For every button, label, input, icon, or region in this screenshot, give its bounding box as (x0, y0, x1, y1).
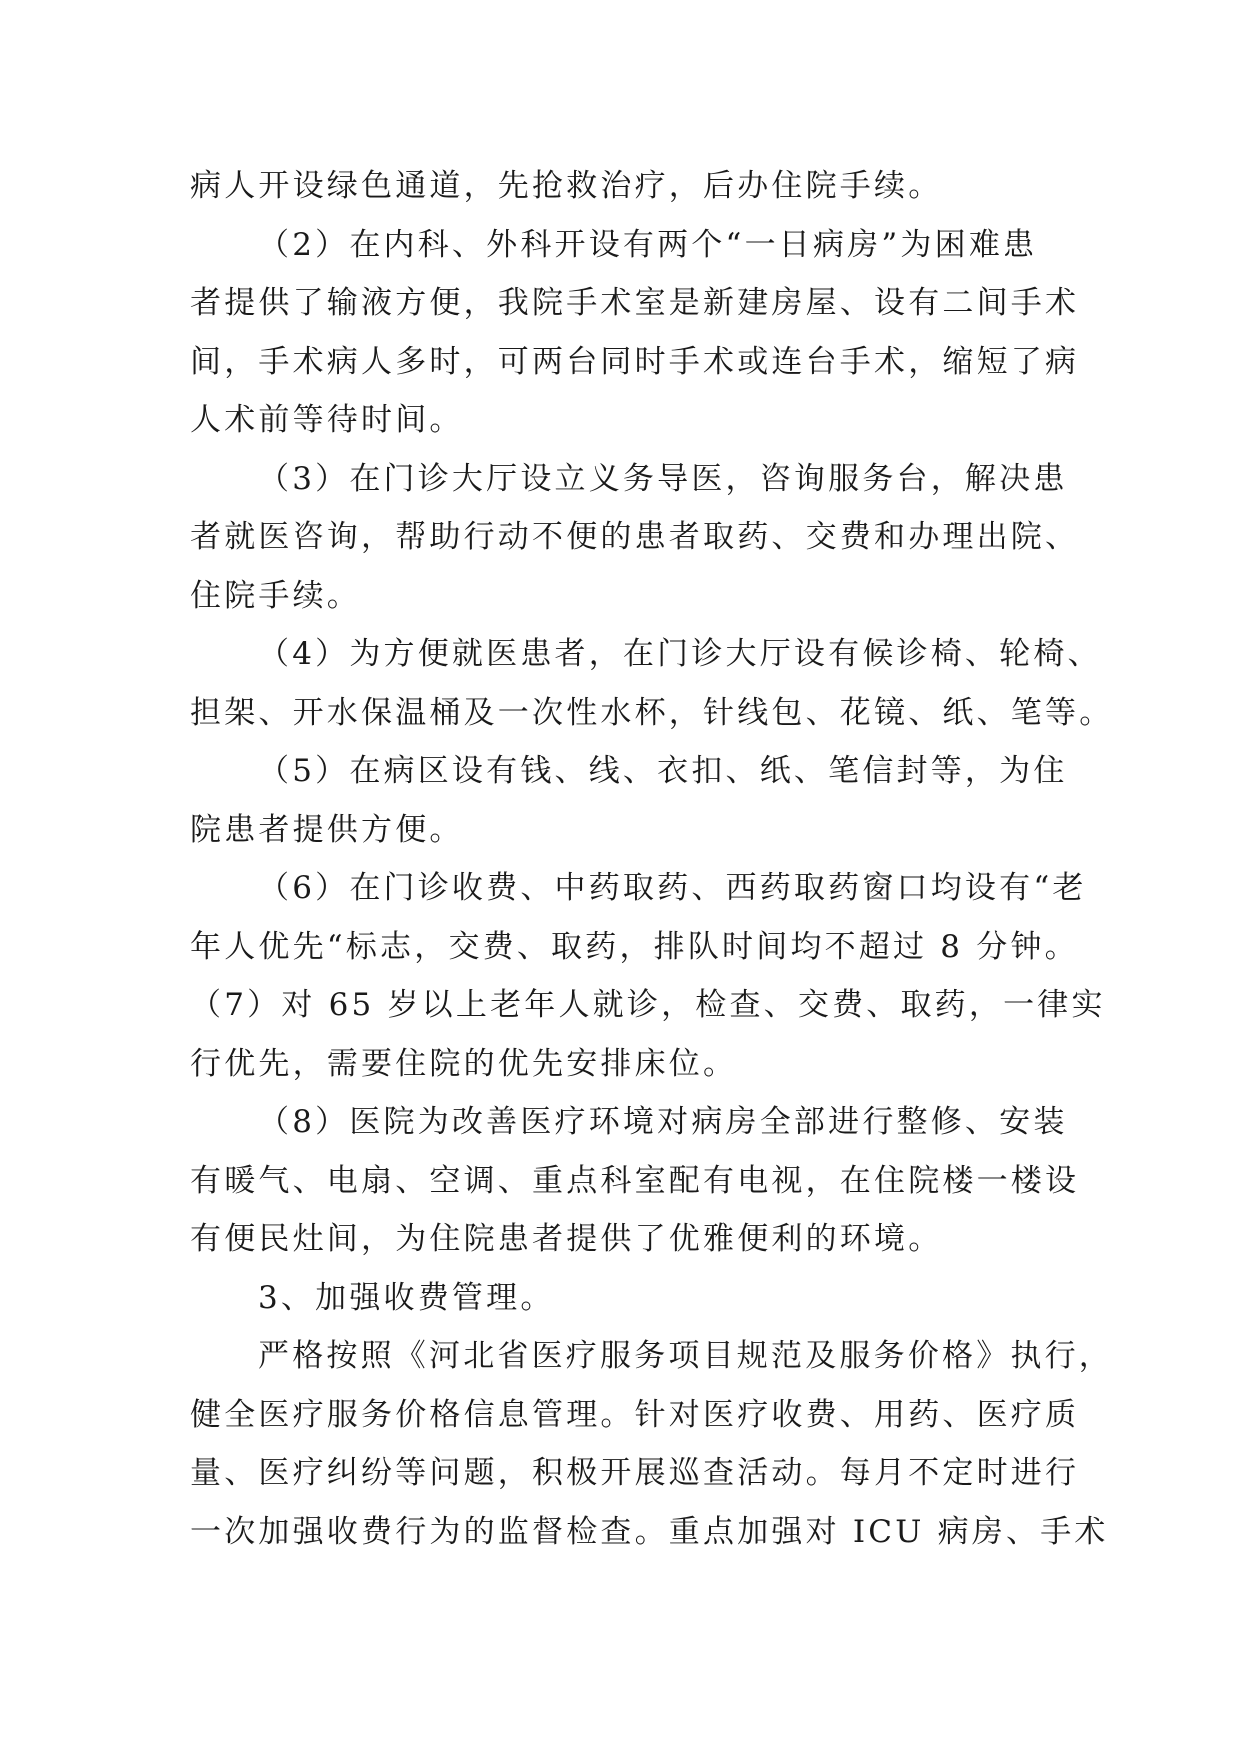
document-body (190, 157, 1114, 1561)
text-line: 健全医疗服务价格信息管理。针对医疗收费、用药、医疗质 (190, 1396, 1080, 1433)
text-line: 有暖气、电扇、空调、重点科室配有电视，在住院楼一楼设 (190, 1162, 1080, 1199)
text-line: （4）为方便就医患者，在门诊大厅设有候诊椅、轮椅、 (258, 636, 1102, 672)
text-line: （3）在门诊大厅设立义务导医，咨询服务台，解决患 (258, 460, 1068, 497)
text-line: 者就医咨询，帮助行动不便的患者取药、交费和办理出院、 (190, 519, 1080, 555)
text-line: 住院手续。 (190, 577, 361, 614)
text-line: （8）医院为改善医疗环境对病房全部进行整修、安装 (258, 1104, 1068, 1140)
text-line: 担架、开水保温桶及一次性水杯，针线包、花镜、纸、笔等。 (190, 694, 1114, 731)
text-line: 病人开设绿色通道，先抢救治疗，后办住院手续。 (190, 168, 943, 204)
text-line: （5）在病区设有钱、线、衣扣、纸、笔信封等，为住 (258, 753, 1068, 789)
section-heading: 3、加强收费管理。 (258, 1279, 555, 1316)
text-line: 年人优先“标志，交费、取药，排队时间均不超过 8 分钟。 (190, 928, 1079, 965)
text-line: 有便民灶间，为住院患者提供了优雅便利的环境。 (190, 1221, 943, 1257)
text-line: 间，手术病人多时，可两台同时手术或连台手术，缩短了病 (190, 343, 1080, 380)
text-line: （6）在门诊收费、中药取药、西药取药窗口均设有“老 (258, 870, 1087, 906)
text-line: 行优先，需要住院的优先安排床位。 (190, 1045, 738, 1082)
text-line: 量、医疗纠纷等问题，积极开展巡查活动。每月不定时进行 (190, 1455, 1080, 1491)
text-line: 严格按照《河北省医疗服务项目规范及服务价格》执行， (258, 1338, 1113, 1374)
text-line: 一次加强收费行为的监督检查。重点加强对 ICU 病房、手术 (190, 1513, 1109, 1550)
text-line: （2）在内科、外科开设有两个“一日病房”为困难患 (258, 226, 1038, 263)
text-line: （7）对 65 岁以上老年人就诊，检查、交费、取药，一律实 (190, 987, 1106, 1023)
text-line: 院患者提供方便。 (190, 811, 464, 848)
text-line: 者提供了输液方便，我院手术室是新建房屋、设有二间手术 (190, 285, 1080, 321)
text-line: 人术前等待时间。 (190, 402, 464, 438)
